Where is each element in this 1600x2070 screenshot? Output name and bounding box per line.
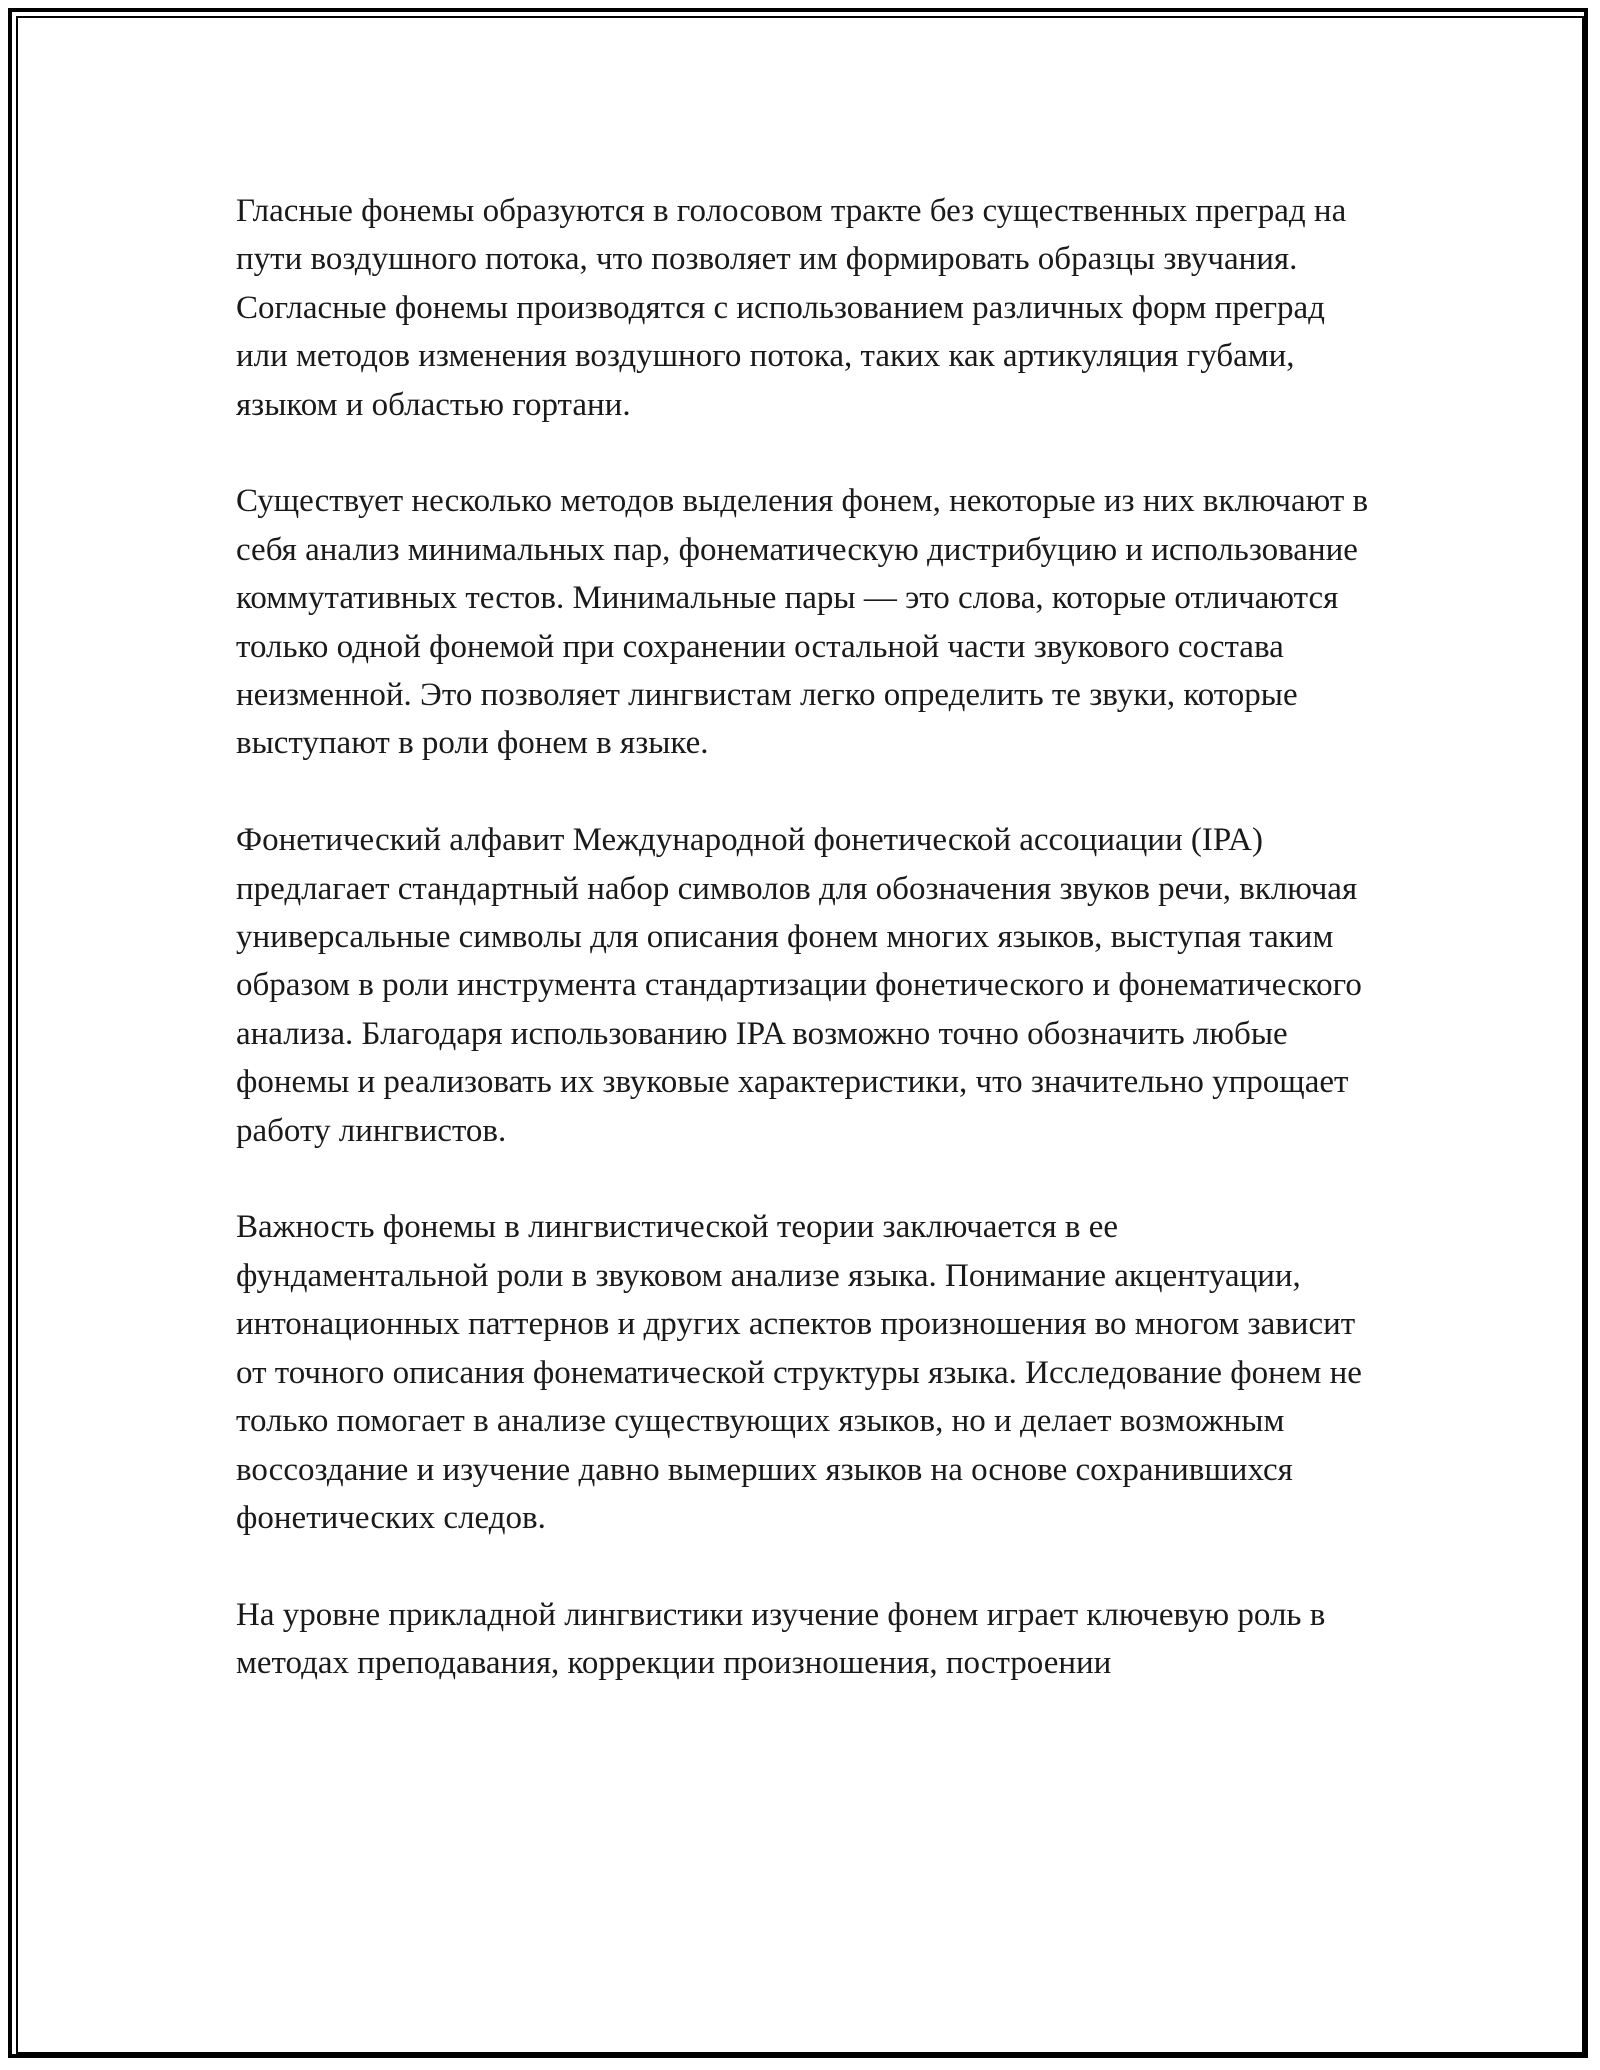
paragraph-applied-linguistics: На уровне прикладной лингвистики изучение фонем играет ключевую роль в методах преподавания, коррекции произношения, построении	[236, 1596, 1326, 1682]
paragraph-vowels-consonants: Гласные фонемы образуются в голосовом тракте без существенных преград на пути воздушного потока, что позволяет им формировать образцы звучания. Согласные фонемы производятся с использованием различных форм преград или методов изменения воздушного потока, таких как артикуляция губами, языком и областью гортани.	[236, 193, 1347, 423]
paragraph-phoneme-importance: Важность фонемы в лингвистической теории заключается в ее фундаментальной роли в звуковом анализе языка. Понимание акцентуации, интонационных паттернов и других аспектов произношения во многом зависит от точного описания фонематической структуры языка. Исследование фонем не только помогает в анализе существующих языков, но и делает возможным воссоздание и изучение давно вымерших языков на основе сохранившихся фонетических следов.	[236, 1209, 1362, 1536]
document-body	[236, 187, 1376, 1736]
paragraph-phoneme-methods: Существует несколько методов выделения фонем, некоторые из них включают в себя анализ минимальных пар, фонематическую дистрибуцию и использование коммутативных тестов. Минимальные пары — это слова, которые отличаются только одной фонемой при сохранении остальной части звукового состава неизменной. Это позволяет лингвистам легко определить те звуки, которые выступают в роли фонем в языке.	[236, 483, 1369, 762]
paragraph-ipa: Фонетический алфавит Международной фонетической ассоциации (IPA) предлагает стандартный набор символов для обозначения звуков речи, включая универсальные символы для описания фонем многих языков, выступая таким образом в роли инструмента стандартизации фонетического и фонематического анализа. Благодаря использованию IPA возможно точно обозначить любые фонемы и реализовать их звуковые характеристики, что значительно упрощает работу лингвистов.	[236, 822, 1362, 1149]
